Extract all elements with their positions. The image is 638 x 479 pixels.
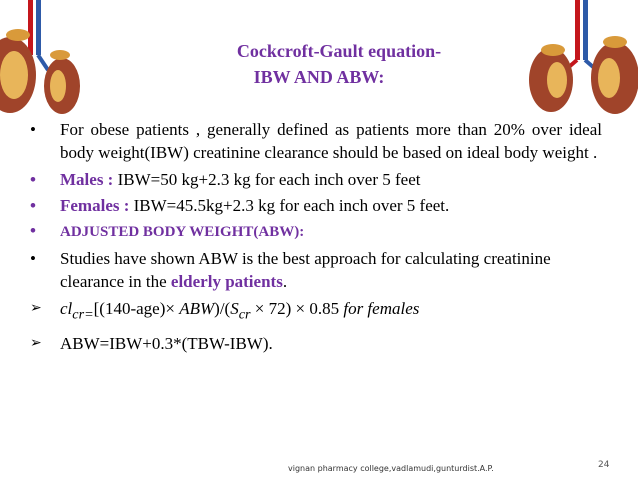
formula-part3: × 72) × 0.85 — [250, 299, 344, 318]
studies-text-end: . — [282, 272, 288, 291]
arrow-bullet-icon: ➢ — [30, 336, 42, 352]
abw-heading: ADJUSTED BODY WEIGHT(ABW): — [60, 224, 305, 240]
title-line-2: IBW AND ABW: — [253, 67, 385, 87]
bullet-females — [30, 194, 602, 217]
females-label: Females : — [60, 196, 130, 215]
title-line-1: Cockcroft-Gault equation- — [236, 41, 442, 61]
footer-text: vignan pharmacy college,vadlamudi,gunturdist.A.P. — [288, 464, 494, 473]
bullet-marker: • — [30, 249, 36, 268]
bullet-marker: • — [30, 120, 36, 139]
bullet-obese-patients — [30, 118, 602, 164]
formula-line — [30, 297, 602, 326]
bullet-marker: • — [30, 221, 36, 240]
page-number: 24 — [598, 460, 610, 470]
formula-cr-sub: cr= — [72, 306, 94, 323]
females-text: IBW=45.5kg+2.3 kg for each inch over 5 feet. — [129, 196, 450, 215]
formula-cl: cl — [60, 299, 73, 318]
studies-text: Studies have shown ABW is the best approach for calculating creatinine clearance in the — [60, 249, 551, 291]
formula-s: S — [230, 299, 239, 318]
bullet-abw-formula — [30, 332, 602, 355]
abw-formula-text: ABW=IBW+0.3*(TBW-IBW). — [60, 334, 273, 354]
bullet-adjusted-body-weight — [30, 219, 602, 244]
formula-scr-sub: cr — [238, 306, 251, 323]
formula-part2: )/( — [214, 299, 231, 318]
males-label: Males : — [60, 170, 114, 189]
slide-title — [0, 38, 638, 90]
bullet-list — [30, 118, 602, 355]
formula-abw: ABW — [179, 299, 215, 318]
bullet-studies — [30, 247, 602, 293]
bullet-marker: • — [30, 196, 36, 215]
bullet-males — [30, 168, 602, 191]
bullet-text: For obese patients , generally defined as patients more than 20% over ideal body weight(IBW) creatinine clearance should be based on ideal body weight . — [60, 120, 602, 162]
elderly-patients-highlight: elderly patients — [170, 272, 283, 291]
bullet-marker: • — [30, 170, 36, 189]
formula-part1: [(140-age)× — [93, 299, 180, 318]
males-text: IBW=50 kg+2.3 kg for each inch over 5 feet — [113, 170, 421, 189]
formula-for-females: for females — [343, 299, 420, 318]
arrow-bullet-icon: ➢ — [30, 301, 42, 316]
